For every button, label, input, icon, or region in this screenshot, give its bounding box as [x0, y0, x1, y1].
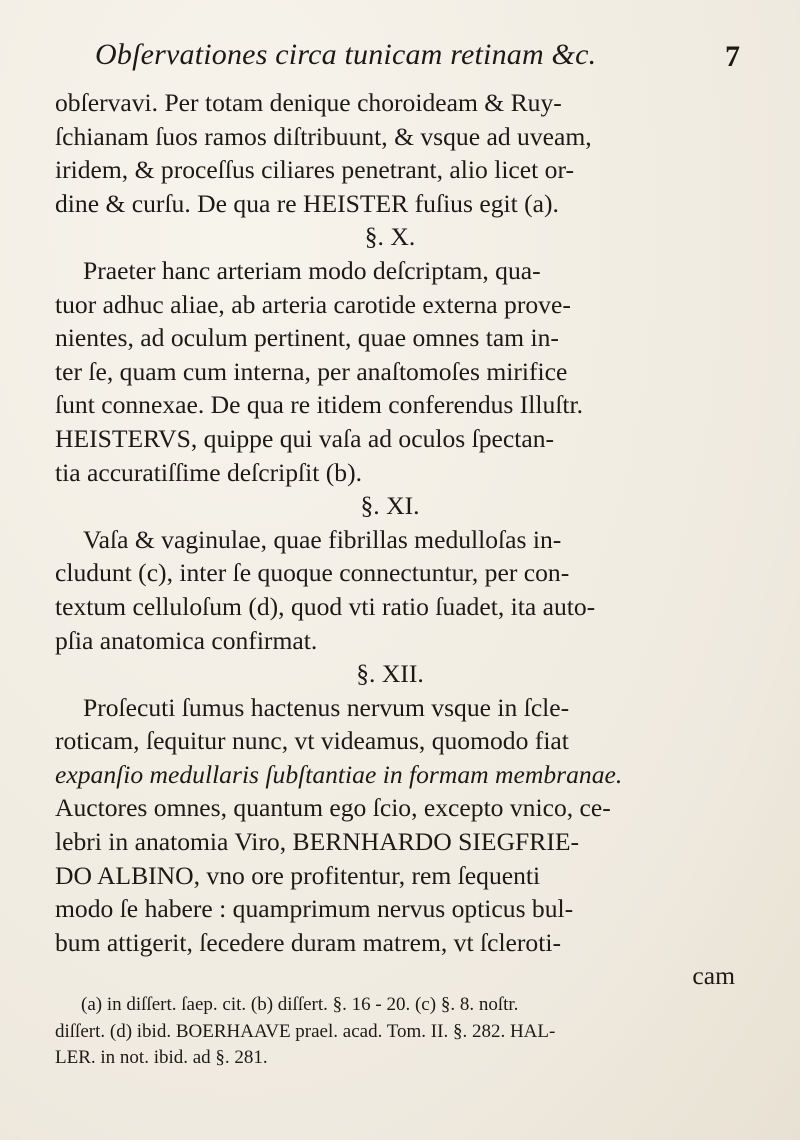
text-line: roticam, ſequitur nunc, vt videamus, quomodo fiat	[55, 726, 569, 756]
text-line: Proſecuti ſumus hactenus nervum vsque in ſcle-	[83, 692, 570, 722]
page-number: 7	[725, 40, 740, 73]
text-line: expanſio medullaris ſubſtantiae in formam membranae.	[55, 759, 623, 789]
running-head	[95, 38, 740, 78]
text-line: ſunt connexae. De qua re itidem conferendus Illuſtr.	[55, 390, 584, 420]
running-title: Obſervationes circa tunicam retinam &c.	[95, 38, 597, 71]
section-heading: §. X.	[364, 222, 416, 252]
text-line: pſia anatomica confirmat.	[55, 625, 318, 655]
text-line: obſervavi. Per totam denique choroideam & Ruy-	[55, 88, 562, 117]
text-line: HEISTERVS, quippe qui vaſa ad oculos ſpectan-	[55, 423, 555, 453]
body-text	[55, 86, 765, 993]
text-line: ſchianam ſuos ramos diſtribuunt, & vsque ad uveam,	[55, 121, 592, 151]
text-line: textum celluloſum (d), quod vti ratio ſuadet, ita auto-	[55, 591, 596, 621]
text-line: cludunt (c), inter ſe quoque connectuntur, per con-	[55, 558, 570, 588]
text-line: bum attigerit, ſecedere duram matrem, vt ſcleroti-	[55, 927, 561, 957]
footnote-line: LER. in not. ibid. ad §. 281.	[55, 1047, 268, 1068]
footnote-line: diſſert. (d) ibid. BOERHAAVE prael. acad. Tom. II. §. 282. HAL-	[55, 1020, 556, 1042]
text-line: lebri in anatomia Viro, BERNHARDO SIEGFRIE-	[55, 827, 580, 857]
text-line: nientes, ad oculum pertinent, quae omnes tam in-	[55, 323, 559, 353]
text-line: tia accuratiſſime deſcripſit (b).	[55, 457, 362, 487]
text-line: DO ALBINO, vno ore profitentur, rem ſequenti	[55, 860, 541, 890]
footnote-line: (a) in diſſert. ſaep. cit. (b) diſſert. §. 16 - 20. (c) §. 8. noſtr.	[81, 994, 519, 1015]
section-heading: §. XI.	[360, 491, 420, 521]
text-line: dine & curſu. De qua re HEISTER fuſius egit (a).	[55, 188, 559, 218]
text-line: tuor adhuc aliae, ab arteria carotide externa prove-	[55, 289, 571, 319]
text-line: Vaſa & vaginulae, quae fibrillas medulloſas in-	[83, 524, 562, 554]
text-line: ter ſe, quam cum interna, per anaſtomoſes mirifice	[55, 356, 568, 386]
catchword: cam	[692, 961, 735, 991]
section-heading: §. XII.	[356, 659, 424, 689]
text-line: Praeter hanc arteriam modo deſcriptam, qua-	[83, 255, 541, 285]
text-line: modo ſe habere : quamprimum nervus opticus bul-	[55, 894, 574, 924]
text-line: Auctores omnes, quantum ego ſcio, excepto vnico, ce-	[55, 793, 611, 823]
footnotes	[55, 992, 765, 1072]
text-line: iridem, & proceſſus ciliares penetrant, alio licet or-	[55, 155, 574, 185]
